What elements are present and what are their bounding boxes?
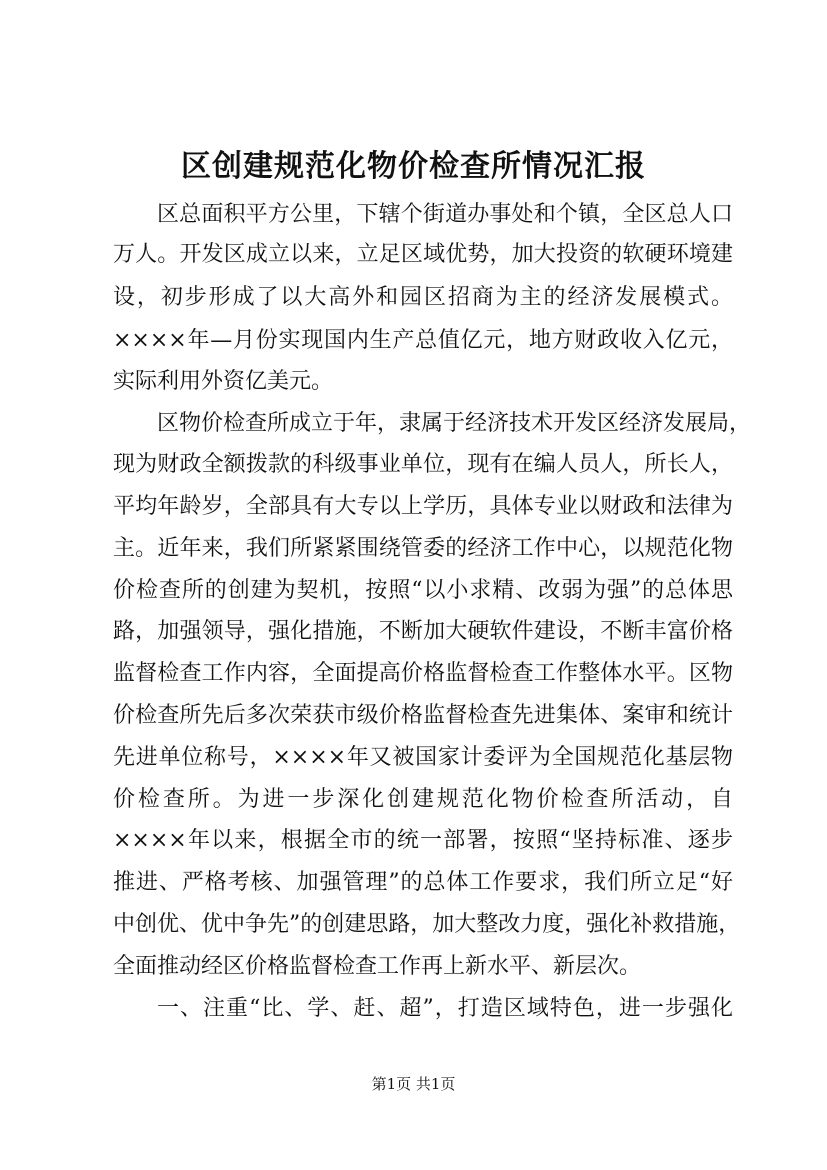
text-line: 平均年龄岁，全部具有大专以上学历，具体专业以财政和法律为 — [113, 494, 733, 519]
text-line: 价检查所的创建为契机，按照“以小求精、改弱为强”的总体思 — [113, 578, 733, 603]
text-line: 价检查所先后多次荣获市级价格监督检查先进集体、案审和统计 — [113, 703, 733, 728]
text-line: 推进、严格考核、加强管理”的总体工作要求，我们所立足“好 — [113, 870, 733, 895]
text-line: 监督检查工作内容，全面提高价格监督检查工作整体水平。区物 — [113, 661, 733, 686]
text-line: 全面推动经区价格监督检查工作再上新水平、新层次。 — [113, 954, 642, 979]
text-line: ××××年—月份实现国内生产总值亿元，地方财政收入亿元， — [113, 328, 733, 353]
text-line: 先进单位称号，××××年又被国家计委评为全国规范化基层物 — [113, 745, 733, 770]
text-line: 中创优、优中争先”的创建思路，加大整改力度，强化补救措施， — [113, 912, 741, 937]
text-line: 现为财政全额拨款的科级事业单位，现有在编人员人，所长人， — [113, 452, 733, 477]
text-line: 主。近年来，我们所紧紧围绕管委的经济工作中心，以规范化物 — [113, 536, 733, 561]
text-line: 设，初步形成了以大高外和园区招商为主的经济发展模式。 — [113, 285, 733, 310]
text-line: ××××年以来，根据全市的统一部署，按照“坚持标准、逐步 — [113, 828, 733, 853]
page-footer: 第1页 共1页 — [371, 1075, 456, 1093]
text-line: 一、注重“比、学、赶、超”，打造区域特色，进一步强化 — [157, 996, 733, 1021]
text-line: 万人。开发区成立以来，立足区域优势，加大投资的软硬环境建 — [113, 242, 733, 267]
text-line: 区物价检查所成立于年，隶属于经济技术开发区经济发展局， — [157, 411, 752, 436]
text-line: 实际利用外资亿美元。 — [113, 369, 334, 394]
text-line: 区总面积平方公里，下辖个街道办事处和个镇，全区总人口 — [157, 202, 733, 227]
text-line: 路，加强领导，强化措施，不断加大硬软件建设，不断丰富价格 — [113, 619, 733, 644]
text-line: 价检查所。为进一步深化创建规范化物价检查所活动，自 — [113, 787, 733, 812]
page-title: 区创建规范化物价检查所情况汇报 — [181, 149, 646, 184]
